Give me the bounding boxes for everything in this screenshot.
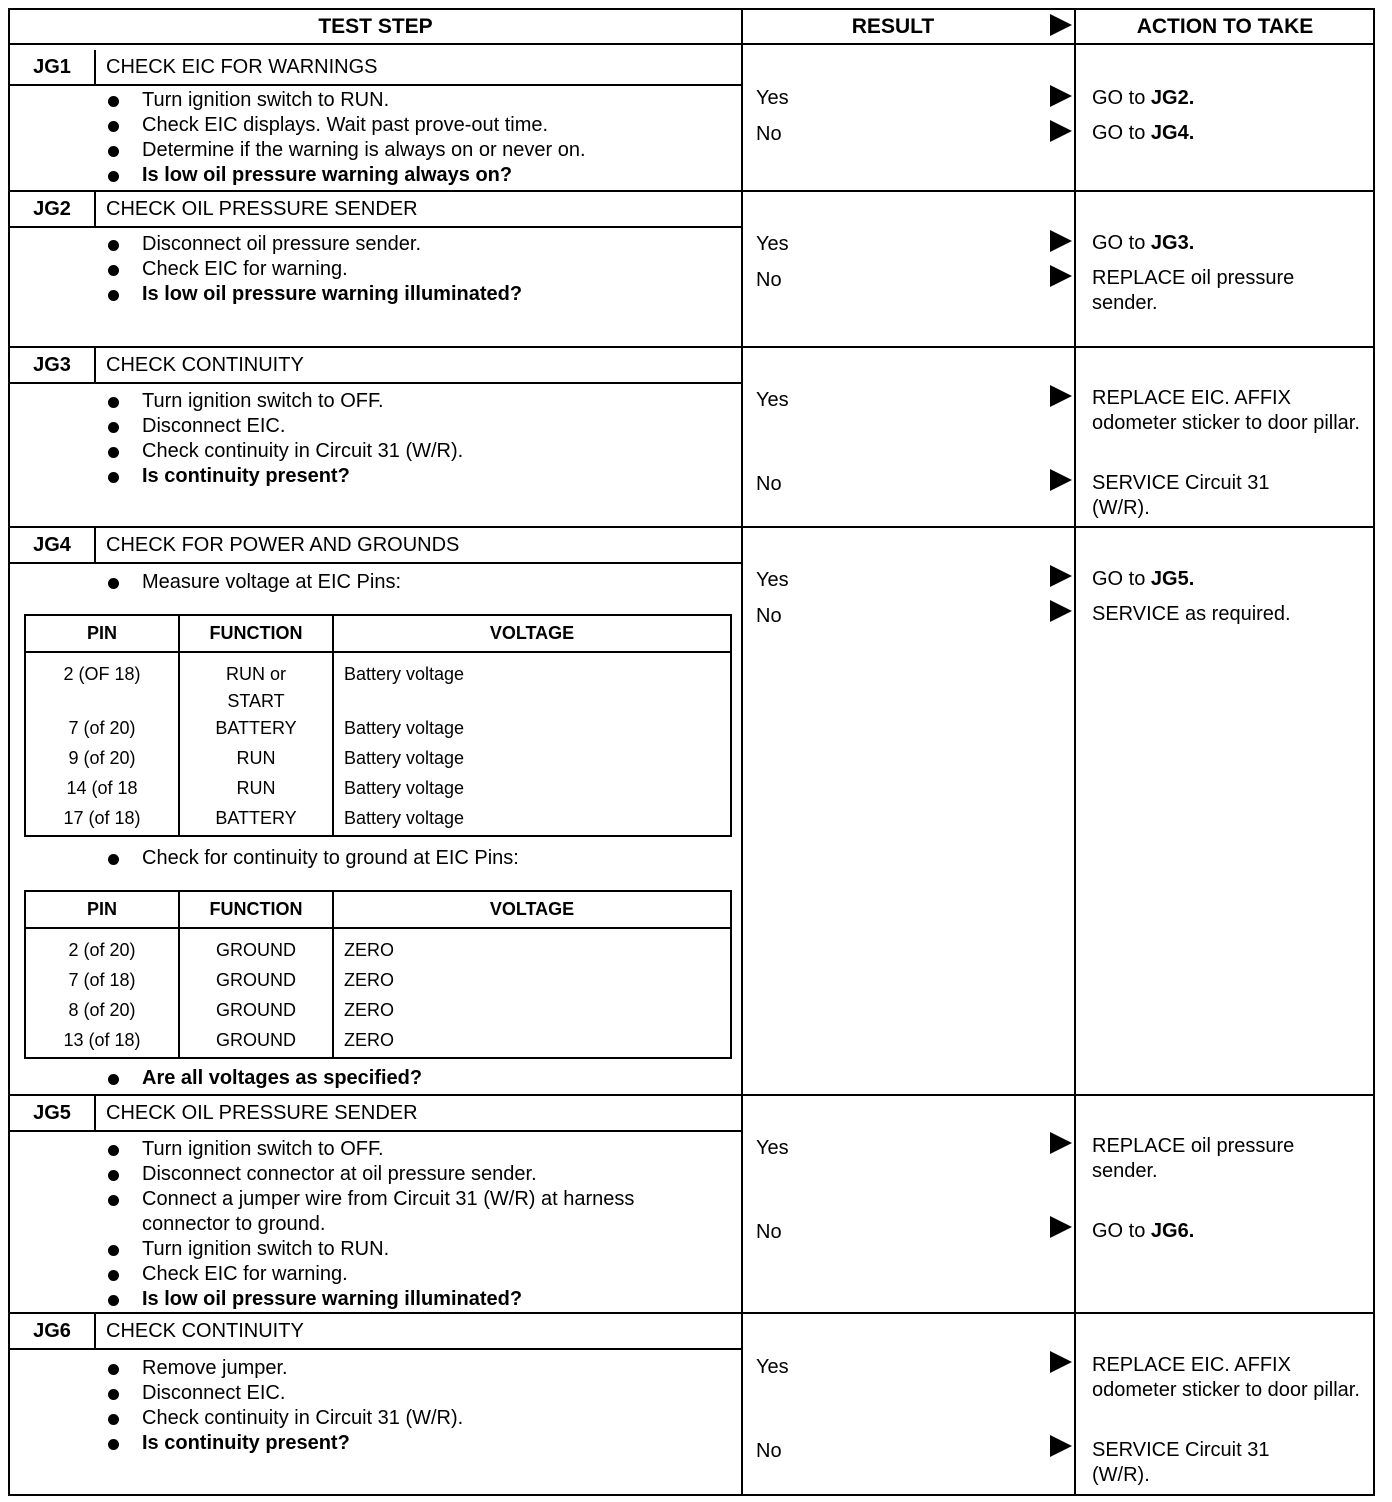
table-cell: START — [227, 691, 285, 711]
table-cell: GROUND — [216, 1030, 296, 1050]
section-title-row — [10, 50, 743, 86]
arrow-icon — [1050, 469, 1072, 491]
step-id: JG3 — [10, 348, 96, 382]
arrow-icon — [1050, 1216, 1072, 1238]
step-id: JG6 — [10, 1314, 96, 1348]
action-no: SERVICE Circuit 31 (W/R). — [1092, 1439, 1270, 1486]
list-item: Check EIC displays. Wait past prove-out time. — [104, 113, 586, 138]
table-cell: GROUND — [216, 970, 296, 990]
voltage-column — [333, 652, 731, 836]
section-title-row — [10, 348, 743, 384]
action-no: SERVICE Circuit 31 (W/R). — [1092, 472, 1270, 519]
table-cell: GROUND — [216, 940, 296, 960]
section-title-row — [10, 192, 743, 228]
result-no: No — [756, 269, 782, 291]
column-header-function: FUNCTION — [179, 891, 333, 928]
diagnostic-chart — [8, 8, 1375, 1496]
table-cell — [26, 689, 178, 713]
action-ref: JG6. — [1150, 1220, 1195, 1242]
result-no: No — [756, 605, 782, 627]
table-cell: RUN or — [225, 664, 286, 684]
action-no — [1092, 121, 1372, 146]
column-header-pin: PIN — [25, 891, 179, 928]
column-header-voltage: VOLTAGE — [333, 615, 731, 652]
action-ref: JG2. — [1150, 87, 1195, 109]
table-cell: 2 (of 20) — [68, 940, 136, 960]
action-text: GO to — [1092, 568, 1146, 590]
column-header-function: FUNCTION — [179, 615, 333, 652]
step-list — [104, 570, 401, 595]
list-item: Check for continuity to ground at EIC Pins: — [104, 846, 519, 871]
table-cell: RUN — [236, 748, 276, 768]
table-cell — [334, 689, 730, 713]
table-cell: 17 (of 18) — [63, 808, 141, 828]
list-item: Check continuity in Circuit 31 (W/R). — [104, 439, 463, 464]
step-id: JG4 — [10, 528, 96, 562]
step-id: JG1 — [10, 50, 96, 84]
table-cell: Battery voltage — [344, 778, 465, 798]
list-item: Remove jumper. — [104, 1356, 463, 1381]
table-cell: 8 (of 20) — [68, 1000, 136, 1020]
section-jg4 — [10, 528, 743, 1094]
step-list — [104, 1137, 724, 1312]
list-item-question: Is continuity present? — [104, 464, 463, 489]
arrow-icon — [1050, 1132, 1072, 1154]
arrow-icon — [1050, 120, 1072, 142]
header-arrow-icon — [1050, 14, 1072, 36]
list-item: Measure voltage at EIC Pins: — [104, 570, 401, 595]
arrow-icon — [1050, 385, 1072, 407]
column-divider — [1074, 10, 1076, 1494]
result-no: No — [756, 1440, 782, 1462]
action-ref: JG4. — [1150, 122, 1195, 144]
section-title-row — [10, 1096, 743, 1132]
list-item: Connect a jumper wire from Circuit 31 (W/R) at harness connector to ground. — [104, 1187, 724, 1237]
result-yes: Yes — [756, 1137, 789, 1159]
table-cell: Battery voltage — [344, 748, 465, 768]
table-cell: 7 (of 18) — [68, 970, 136, 990]
section-jg3 — [10, 348, 743, 526]
action-no: SERVICE as required. — [1092, 603, 1291, 625]
list-item-question: Is low oil pressure warning illuminated? — [104, 282, 522, 307]
function-column — [179, 928, 333, 1058]
list-item: Turn ignition switch to RUN. — [104, 1237, 724, 1262]
action-yes — [1092, 231, 1372, 256]
header-result: RESULT — [851, 14, 935, 38]
arrow-icon — [1050, 1351, 1072, 1373]
table-header-row — [25, 891, 731, 928]
result-yes: Yes — [756, 233, 789, 255]
pin-column — [25, 928, 179, 1058]
step-list — [104, 232, 522, 307]
list-item: Disconnect EIC. — [104, 1381, 463, 1406]
result-no: No — [756, 1221, 782, 1243]
step-title: CHECK CONTINUITY — [106, 353, 304, 376]
list-item: Turn ignition switch to RUN. — [104, 88, 586, 113]
ground-table — [24, 890, 732, 1059]
list-item: Check EIC for warning. — [104, 1262, 724, 1287]
column-header-pin: PIN — [25, 615, 179, 652]
list-item-question: Is low oil pressure warning always on? — [104, 163, 586, 188]
step-title: CHECK CONTINUITY — [106, 1319, 304, 1342]
list-item: Turn ignition switch to OFF. — [104, 1137, 724, 1162]
table-cell: ZERO — [344, 970, 395, 990]
arrow-icon — [1050, 600, 1072, 622]
result-yes: Yes — [756, 569, 789, 591]
section-title-row — [10, 528, 743, 564]
result-yes: Yes — [756, 1356, 789, 1378]
arrow-icon — [1050, 265, 1072, 287]
section-jg5 — [10, 1096, 743, 1312]
action-no: REPLACE oil pressure sender. — [1092, 267, 1295, 314]
table-cell: GROUND — [216, 1000, 296, 1020]
arrow-icon — [1050, 230, 1072, 252]
step-list — [104, 846, 519, 871]
table-cell: Battery voltage — [344, 718, 465, 738]
section-jg1 — [10, 50, 743, 190]
section-jg6 — [10, 1314, 743, 1494]
voltage-table — [24, 614, 732, 837]
arrow-icon — [1050, 85, 1072, 107]
step-title: CHECK EIC FOR WARNINGS — [106, 55, 378, 78]
table-body — [25, 928, 731, 1058]
list-item: Determine if the warning is always on or never on. — [104, 138, 586, 163]
section-title-row — [10, 1314, 743, 1350]
action-no — [1092, 1219, 1372, 1244]
arrow-icon — [1050, 565, 1072, 587]
action-text: GO to — [1092, 232, 1146, 254]
action-text: GO to — [1092, 87, 1146, 109]
list-item: Disconnect oil pressure sender. — [104, 232, 522, 257]
table-cell: 13 (of 18) — [63, 1030, 141, 1050]
action-ref: JG3. — [1150, 232, 1195, 254]
result-no: No — [756, 473, 782, 495]
step-list — [104, 389, 463, 489]
action-text: GO to — [1092, 1220, 1146, 1242]
table-cell: ZERO — [344, 1000, 395, 1020]
section-jg2 — [10, 192, 743, 346]
function-column — [179, 652, 333, 836]
action-ref: JG5. — [1150, 568, 1195, 590]
result-no: No — [756, 123, 782, 145]
table-body — [25, 652, 731, 836]
column-header-voltage: VOLTAGE — [333, 891, 731, 928]
table-cell: BATTERY — [215, 808, 297, 828]
list-item-question: Are all voltages as specified? — [104, 1066, 422, 1091]
section-divider — [743, 190, 1373, 192]
list-item: Check EIC for warning. — [104, 257, 522, 282]
step-id: JG2 — [10, 192, 96, 226]
step-id: JG5 — [10, 1096, 96, 1130]
table-cell: 14 (of 18 — [66, 778, 138, 798]
step-list — [104, 1356, 463, 1456]
action-yes: REPLACE oil pressure sender. — [1092, 1135, 1295, 1182]
arrow-icon — [1050, 1435, 1072, 1457]
action-text: GO to — [1092, 122, 1146, 144]
list-item-question: Is low oil pressure warning illuminated? — [104, 1287, 724, 1312]
step-title: CHECK FOR POWER AND GROUNDS — [106, 533, 460, 556]
result-yes: Yes — [756, 87, 789, 109]
header-test-step: TEST STEP — [318, 14, 433, 38]
step-title: CHECK OIL PRESSURE SENDER — [106, 1101, 418, 1124]
pin-column — [25, 652, 179, 836]
step-title: CHECK OIL PRESSURE SENDER — [106, 197, 418, 220]
list-item: Disconnect connector at oil pressure sender. — [104, 1162, 724, 1187]
list-item: Check continuity in Circuit 31 (W/R). — [104, 1406, 463, 1431]
result-yes: Yes — [756, 389, 789, 411]
table-cell: ZERO — [344, 940, 395, 960]
table-cell: Battery voltage — [344, 664, 465, 684]
action-yes — [1092, 86, 1372, 111]
table-cell: 2 (OF 18) — [63, 664, 141, 684]
table-cell: 7 (of 20) — [68, 718, 136, 738]
step-list — [104, 88, 586, 188]
action-yes: REPLACE EIC. AFFIX odometer sticker to door pillar. — [1092, 1354, 1360, 1401]
table-cell: RUN — [236, 778, 276, 798]
list-item-question: Is continuity present? — [104, 1431, 463, 1456]
action-yes — [1092, 567, 1372, 592]
list-item: Turn ignition switch to OFF. — [104, 389, 463, 414]
header-action: ACTION TO TAKE — [1136, 14, 1314, 38]
voltage-column — [333, 928, 731, 1058]
table-cell: 9 (of 20) — [68, 748, 136, 768]
list-item: Disconnect EIC. — [104, 414, 463, 439]
table-cell: Battery voltage — [344, 808, 465, 828]
header-divider — [10, 43, 1373, 45]
step-list — [104, 1066, 422, 1091]
table-cell: BATTERY — [215, 718, 297, 738]
table-header-row — [25, 615, 731, 652]
action-yes: REPLACE EIC. AFFIX odometer sticker to door pillar. — [1092, 387, 1360, 434]
table-cell: ZERO — [344, 1030, 395, 1050]
